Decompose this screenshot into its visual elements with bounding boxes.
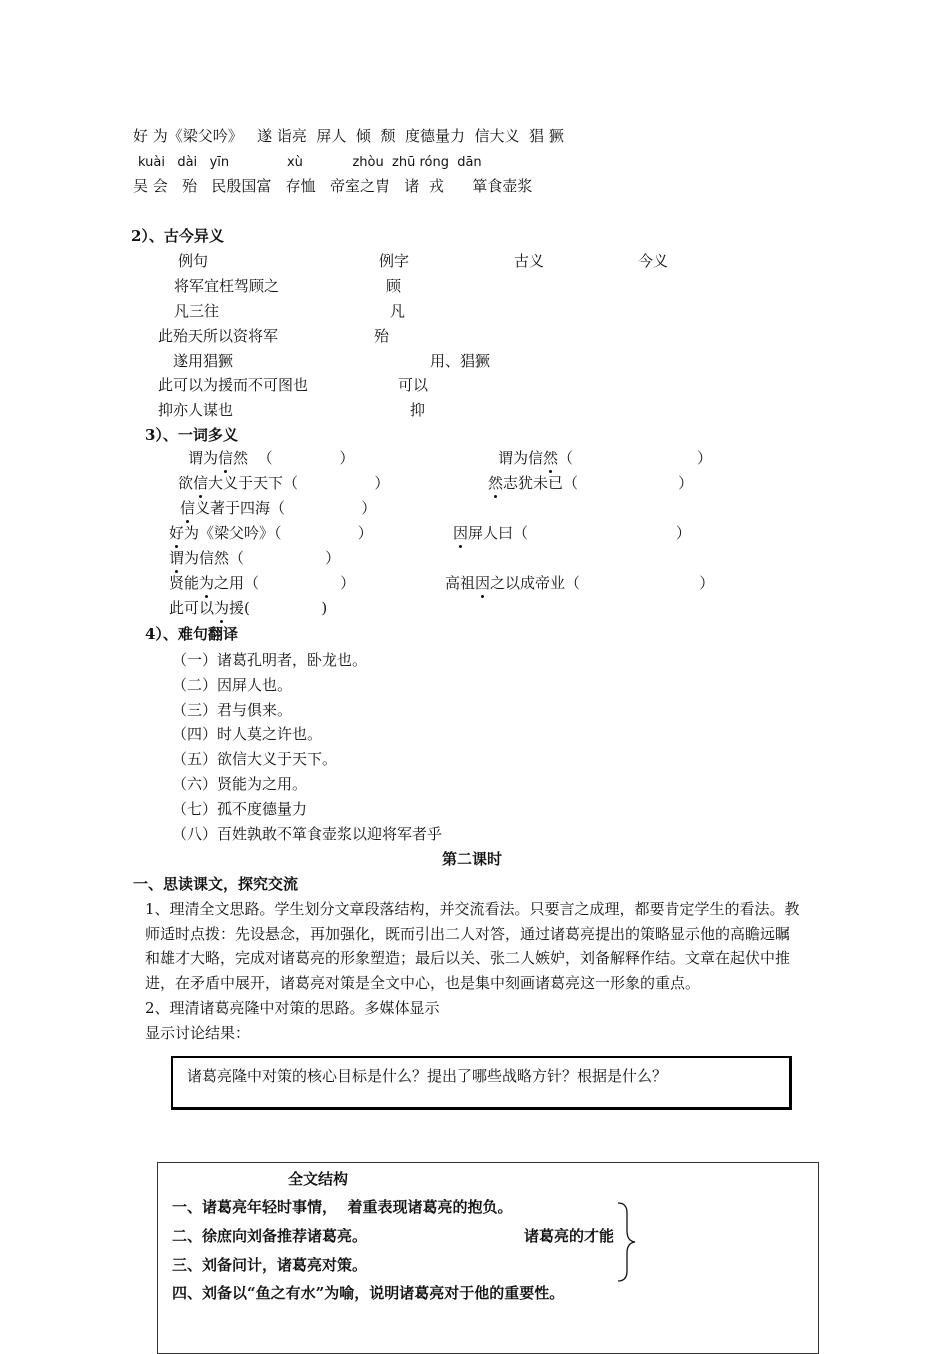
structure-item: 二、徐庶向刘备推荐诸葛亮。 [172,1227,368,1245]
vocab-pinyin-line: kuài dài yīn xù zhòu zhū róng dān [138,155,482,170]
polysemy-item: 谓为信然（ ） [498,449,713,467]
paragraph-line: 师适时点拨：先设悬念，再加强化，既而引出二人对答，通过诸葛亮提出的策略显示他的高瞻远瞩 [145,925,791,943]
translation-item: （七）孤不度德量力 [172,800,308,818]
polysemy-item: 贤能为之用（ ） [169,574,356,592]
row-word: 顾 [386,277,402,295]
translation-item: （五）欲信大义于天下。 [172,750,338,768]
row-word: 用、猖獗 [430,352,491,370]
section4-heading: 4）、难句翻译 [145,625,238,643]
translation-item: （六）贤能为之用。 [172,775,308,793]
polysemy-item: 因屏人曰（ ） [453,524,691,542]
vocab-line-2: 吴 会 殆 民殷国富 存恤 帝室之胄 诸 戎 箪食壶浆 [133,177,533,195]
paragraph-line: 和雄才大略，完成对诸葛亮的形象塑造；最后以关、张二人嫉妒，刘备解释作结。文章在起伏中推 [145,949,791,967]
translation-item: （四）时人莫之许也。 [172,725,323,743]
row-sentence: 此殆天所以资将军 [158,327,279,345]
polysemy-item: 信义著于四海（ ） [180,499,377,517]
col-ancient-header: 古义 [514,252,545,270]
brace-label: 诸葛亮的才能 [524,1227,615,1245]
section2-heading: 2）、古今异义 [131,227,224,245]
translation-item: （一）诸葛孔明者，卧龙也。 [172,651,368,669]
lesson2-title: 第二课时 [442,850,503,868]
structure-item: 四、刘备以“鱼之有水”为喻，说明诸葛亮对于他的重要性。 [172,1284,565,1302]
structure-title: 全文结构 [288,1170,349,1188]
structure-item: 三、刘备问计，诸葛亮对策。 [172,1256,368,1274]
point-2: 2、理清诸葛亮隆中对策的思路。多媒体显示 [145,999,440,1017]
vocab-line-1: 好 为《梁父吟》 遂 诣亮 屏人 倾 颓 度德量力 信大义 猖 獗 [133,127,564,145]
row-word: 殆 [374,327,390,345]
polysemy-item: 然志犹未已（ ） [488,474,694,492]
polysemy-item: 此可以为援( ) [169,599,328,617]
paragraph-line: 1、理清全文思路。学生划分文章段落结构，并交流看法。只要言之成理，都要肯定学生的看法。教 [145,900,800,918]
translation-item: （八）百姓孰敢不箪食壶浆以迎将军者乎 [172,825,443,843]
row-sentence: 抑亦人谋也 [158,401,234,419]
polysemy-item: 谓为信然 （ ） [188,449,355,467]
row-sentence: 凡三往 [174,302,220,320]
col-word-header: 例字 [379,252,410,270]
row-sentence: 此可以为援而不可图也 [158,376,309,394]
polysemy-item: 好为《梁父吟》（ ） [169,524,373,542]
polysemy-item: 谓为信然（ ） [169,549,341,567]
row-word: 可以 [398,376,429,394]
row-word: 凡 [390,302,406,320]
structure-box [157,1162,819,1354]
paragraph-line: 进，在矛盾中展开，诸葛亮对策是全文中心，也是集中刻画诸葛亮这一形象的重点。 [145,974,701,992]
structure-item: 一、诸葛亮年轻时事情， 着重表现诸葛亮的抱负。 [172,1198,513,1216]
row-word: 抑 [410,401,426,419]
polysemy-item: 欲信大义于天下（ ） [178,474,390,492]
translation-item: （二）因屏人也。 [172,676,293,694]
row-sentence: 将军宜枉驾顾之 [174,277,280,295]
section3-heading: 3）、一词多义 [145,426,238,444]
col-example-header: 例句 [178,252,209,270]
row-sentence: 遂用猖獗 [173,352,234,370]
translation-item: （三）君与俱来。 [172,701,293,719]
question-box [171,1056,792,1110]
question-text: 诸葛亮隆中对策的核心目标是什么？提出了哪些战略方针？根据是什么？ [187,1067,668,1085]
polysemy-item: 高祖因之以成帝业（ ） [445,574,715,592]
col-modern-header: 今义 [638,252,669,270]
lesson2-heading: 一、思读课文，探究交流 [133,875,299,893]
right-brace-icon [616,1201,640,1283]
display-label: 显示讨论结果： [145,1024,251,1042]
